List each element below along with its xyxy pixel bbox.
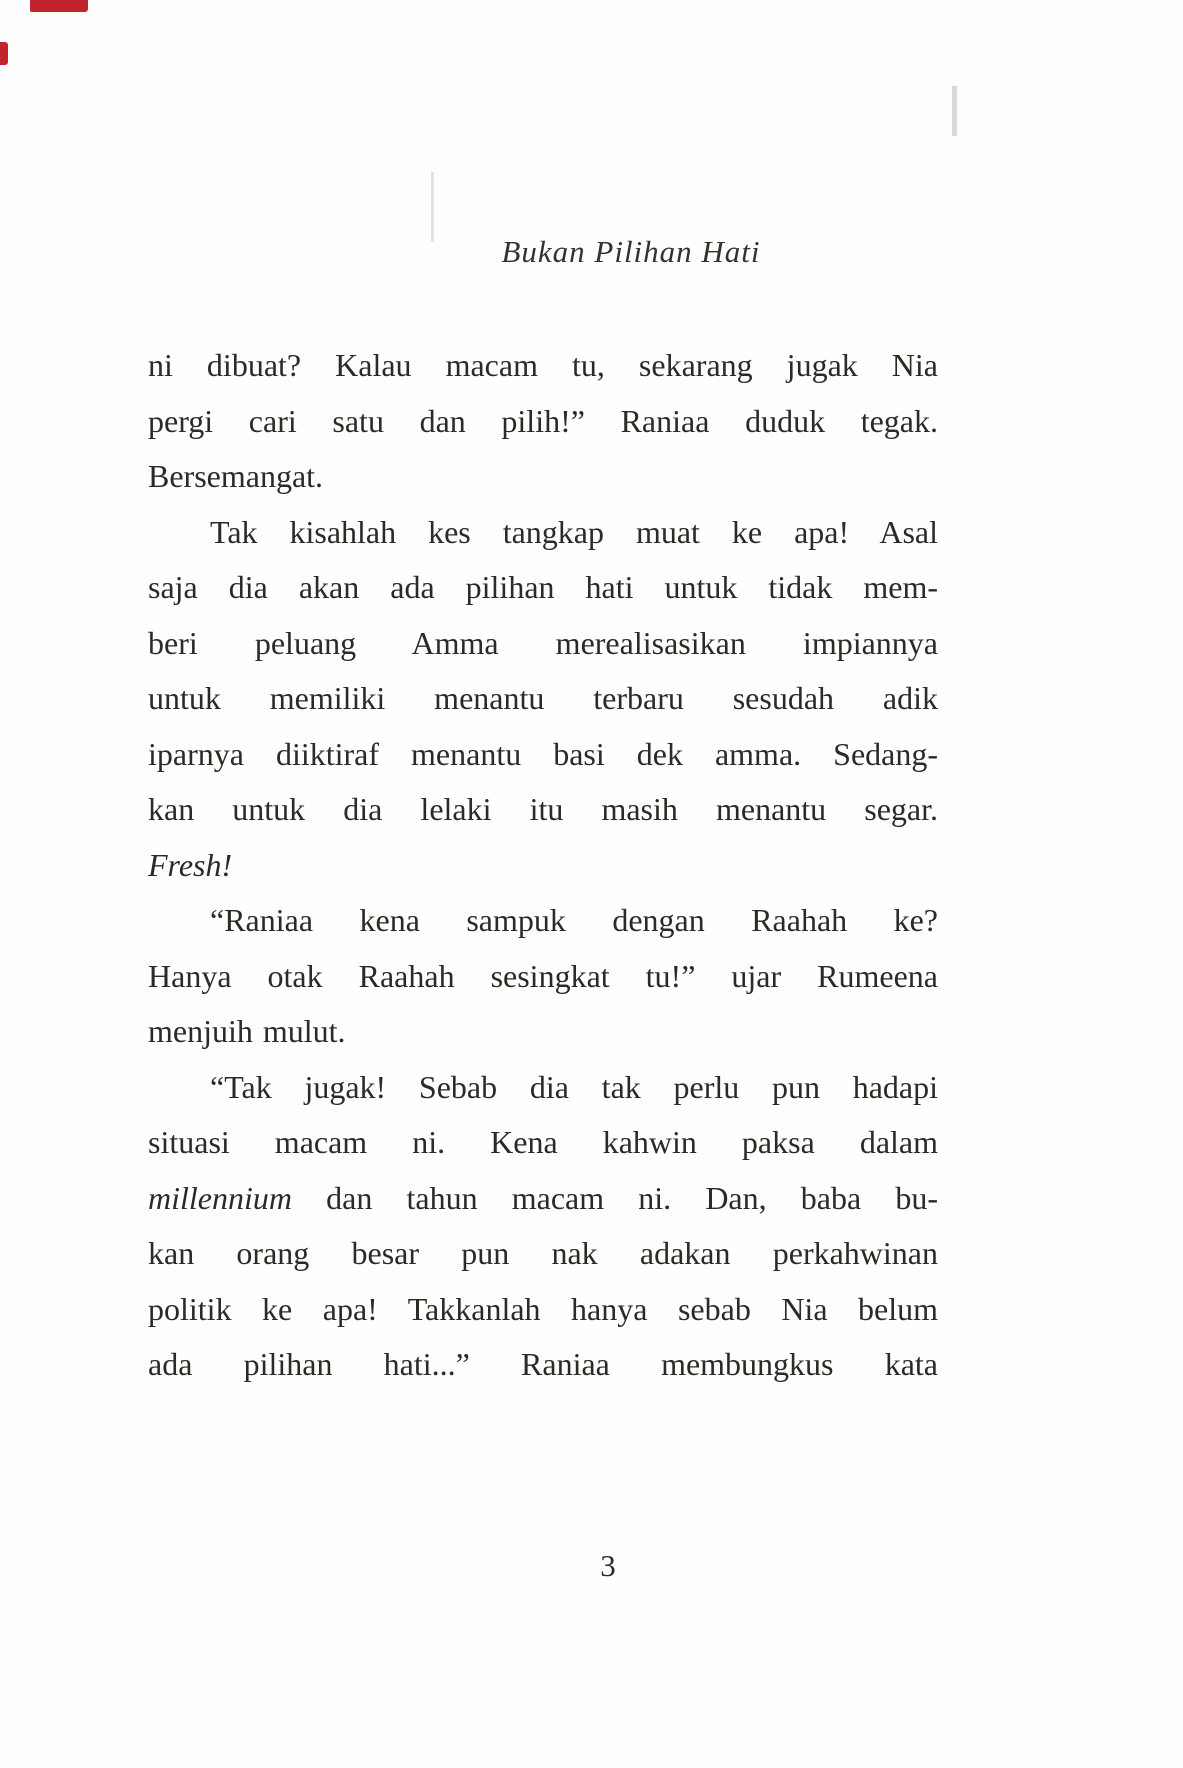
text-line	[148, 616, 938, 672]
text-line	[148, 1004, 938, 1060]
text-run: ada pilihan hati...” Raniaa membungkus kata	[148, 1346, 938, 1382]
text-line	[148, 338, 938, 394]
text-line	[148, 782, 938, 838]
text-run: politik ke apa! Takkanlah hanya sebab Nia belum	[148, 1290, 938, 1327]
text-line	[148, 727, 938, 783]
red-ink-mark-top	[30, 0, 88, 12]
italic-text-run: Fresh!	[148, 846, 233, 883]
text-line	[148, 1115, 938, 1171]
text-line	[148, 449, 938, 505]
text-line	[148, 560, 938, 616]
running-header-title: Bukan Pilihan Hati	[501, 234, 761, 269]
text-run: kan orang besar pun nak adakan perkahwinan	[148, 1235, 938, 1271]
text-line	[148, 1171, 938, 1227]
scan-smudge-line	[952, 86, 957, 136]
scan-smudge-line	[431, 172, 434, 242]
text-line	[148, 505, 938, 561]
text-run: iparnya diiktiraf menantu basi dek amma. Sedang-	[148, 735, 938, 772]
text-line	[148, 671, 938, 727]
text-line	[148, 949, 938, 1005]
text-run: beri peluang Amma merealisasikan impiannya	[148, 624, 938, 661]
red-ink-mark-left	[0, 42, 8, 65]
text-run: ni dibuat? Kalau macam tu, sekarang jugak Nia	[148, 347, 938, 383]
text-run: dan tahun macam ni. Dan, baba bu-	[291, 1179, 938, 1216]
page-number: 3	[600, 1548, 616, 1583]
text-line	[148, 1060, 938, 1116]
text-run: kan untuk dia lelaki itu masih menantu segar.	[148, 791, 938, 827]
text-run: untuk memiliki menantu terbaru sesudah adik	[148, 680, 938, 716]
text-line	[148, 893, 938, 949]
text-run: Tak kisahlah kes tangkap muat ke apa! Asal	[210, 513, 938, 550]
text-line	[148, 1337, 938, 1393]
text-run: pergi cari satu dan pilih!” Raniaa duduk tegak.	[148, 402, 938, 439]
text-run: “Raniaa kena sampuk dengan Raahah ke?	[210, 902, 938, 938]
text-line	[148, 838, 938, 894]
text-line	[148, 394, 938, 450]
body-text	[148, 338, 938, 1393]
text-run: Bersemangat.	[148, 458, 324, 494]
text-run: saja dia akan ada pilihan hati untuk tidak mem-	[148, 569, 938, 605]
italic-text-run: millennium	[148, 1179, 292, 1216]
text-line	[148, 1226, 938, 1282]
text-line	[148, 1282, 938, 1338]
text-run: menjuih mulut.	[148, 1013, 346, 1049]
text-run: situasi macam ni. Kena kahwin paksa dalam	[148, 1124, 938, 1160]
text-run: Hanya otak Raahah sesingkat tu!” ujar Rumeena	[148, 957, 938, 994]
text-run: “Tak jugak! Sebab dia tak perlu pun hadapi	[210, 1068, 938, 1105]
